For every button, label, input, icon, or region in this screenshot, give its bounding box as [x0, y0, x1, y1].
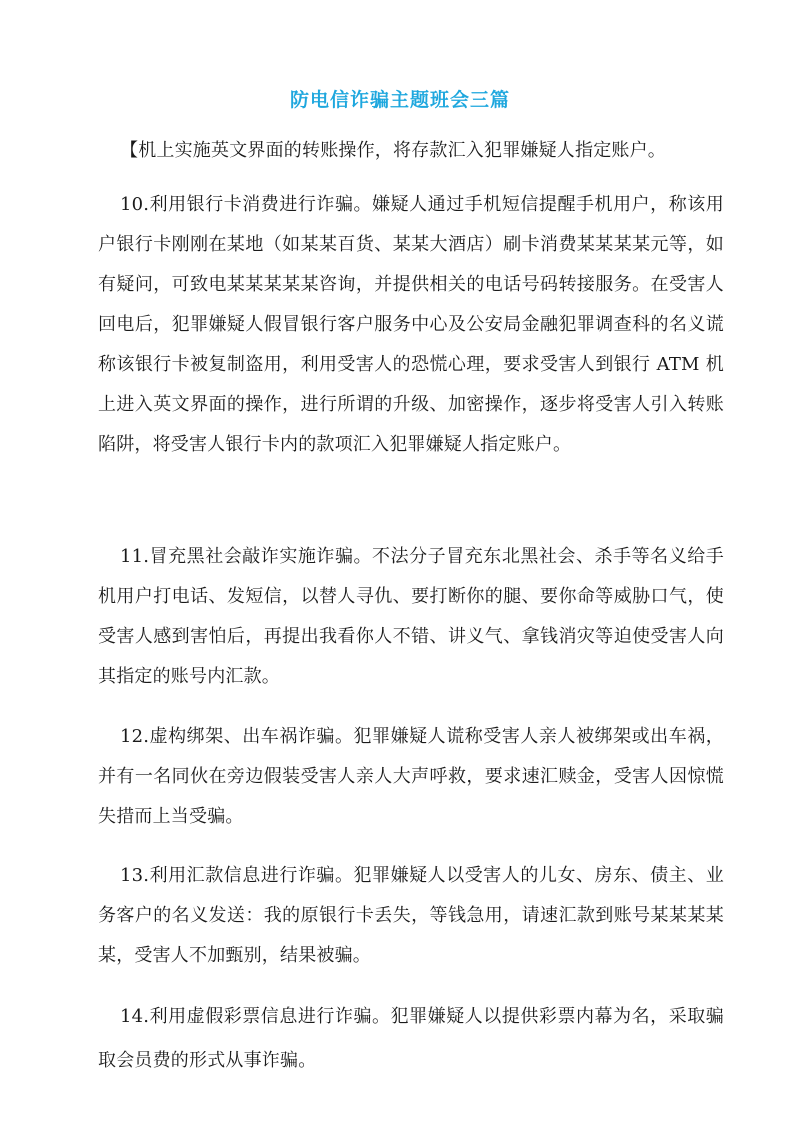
paragraph-item-10: 10.利用银行卡消费进行诈骗。嫌疑人通过手机短信提醒手机用户，称该用户银行卡刚刚在某地（如某某百货、某某大酒店）刷卡消费某某某某元等，如有疑问，可致电某某某某某咨询，并提供相关的电话号码转接服务。在受害人回电后，犯罪嫌疑人假冒银行客户服务中心及公安局金融犯罪调查科的名义谎称该银行卡被复制盗用，利用受害人的恐慌心理，要求受害人到银行 ATM 机上进入英文界面的操作，进行所谓的升级、加密操作，逐步将受害人引入转账陷阱，将受害人银行卡内的款项汇入犯罪嫌疑人指定账户。	[98, 194, 724, 455]
paragraph-item-12: 12.虚构绑架、出车祸诈骗。犯罪嫌疑人谎称受害人亲人被绑架或出车祸，并有一名同伙在旁边假装受害人亲人大声呼救，要求速汇赎金，受害人因惊慌失措而上当受骗。	[98, 726, 724, 827]
paragraph-item-11: 11.冒充黑社会敲诈实施诈骗。不法分子冒充东北黑社会、杀手等名义给手机用户打电话、发短信，以替人寻仇、要打断你的腿、要你命等威胁口气，使受害人感到害怕后，再提出我看你人不错、讲义气、拿钱消灾等迫使受害人向其指定的账号内汇款。	[98, 546, 724, 687]
paragraph-item-13: 13.利用汇款信息进行诈骗。犯罪嫌疑人以受害人的儿女、房东、债主、业务客户的名义发送：我的原银行卡丢失，等钱急用，请速汇款到账号某某某某某，受害人不加甄别，结果被骗。	[98, 865, 724, 966]
document-title: 防电信诈骗主题班会三篇	[289, 89, 510, 111]
paragraph-item-14: 14.利用虚假彩票信息进行诈骗。犯罪嫌疑人以提供彩票内幕为名，采取骗取会员费的形式从事诈骗。	[98, 1006, 724, 1071]
paragraph-intro: 【机上实施英文界面的转账操作，将存款汇入犯罪嫌疑人指定账户。	[120, 140, 666, 161]
